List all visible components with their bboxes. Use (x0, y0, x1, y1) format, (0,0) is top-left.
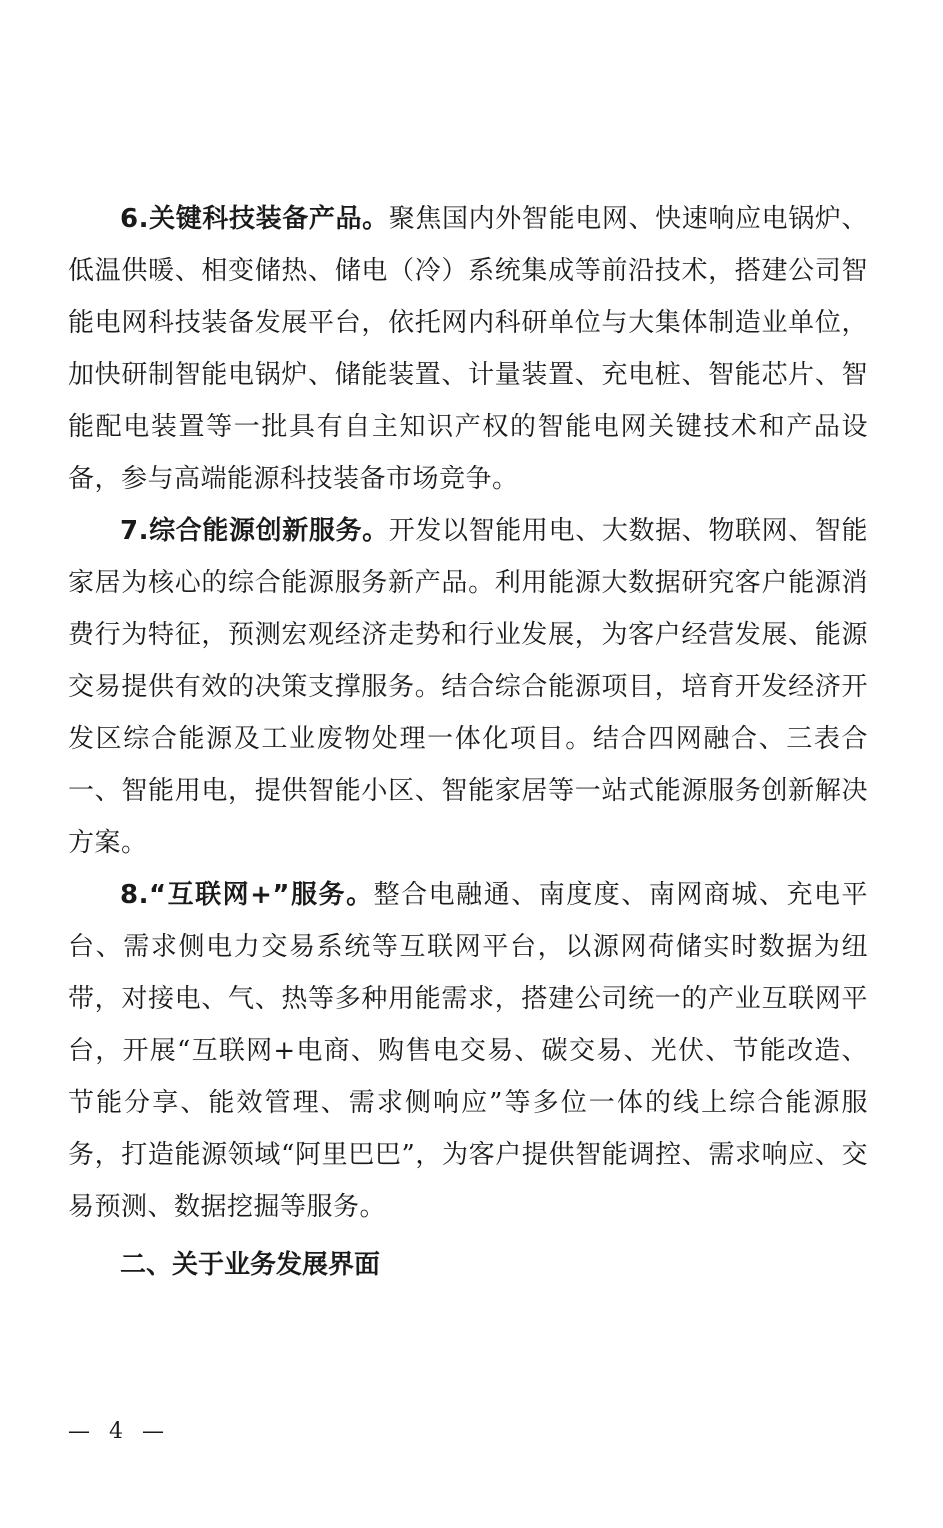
paragraph-lead: 6.关键科技装备产品。 (120, 204, 389, 234)
document-body (68, 193, 868, 1291)
paragraph-text: 整合电融通、南度度、南网商城、充电平台、需求侧电力交易系统等互联网平台，以源网荷储实时数据为纽带，对接电、气、热等多种用能需求，搭建公司统一的产业互联网平台，开展“互联网+电商、购售电交易、碳交易、光伏、节能改造、节能分享、能效管理、需求侧响应”等多位一体的线上综合能源服务，打造能源领域“阿里巴巴”，为客户提供智能调控、需求响应、交易预测、数据挖掘等服务。 (68, 880, 868, 1222)
paragraph-text: 开发以智能用电、大数据、物联网、智能家居为核心的综合能源服务新产品。利用能源大数据研究客户能源消费行为特征，预测宏观经济走势和行业发展，为客户经营发展、能源交易提供有效的决策支撑服务。结合综合能源项目，培育开发经济开发区综合能源及工业废物处理一体化项目。结合四网融合、三表合一、智能用电，提供智能小区、智能家居等一站式能源服务创新解决方案。 (68, 516, 868, 858)
paragraph-lead: 8.“互联网+”服务。 (120, 880, 374, 910)
paragraph-text: 聚焦国内外智能电网、快速响应电锅炉、低温供暖、相变储热、储电（冷）系统集成等前沿技术，搭建公司智能电网科技装备发展平台，依托网内科研单位与大集体制造业单位，加快研制智能电锅炉、储能装置、计量装置、充电桩、智能芯片、智能配电装置等一批具有自主知识产权的智能电网关键技术和产品设备，参与高端能源科技装备市场竞争。 (68, 204, 868, 494)
section-heading: 二、关于业务发展界面 (120, 1250, 381, 1280)
page-number: — 4 — (68, 1419, 170, 1444)
paragraph-integrated-energy (68, 505, 868, 869)
paragraph-key-equipment (68, 193, 868, 505)
paragraph-internet-plus (68, 869, 868, 1233)
paragraph-lead: 7.综合能源创新服务。 (120, 516, 389, 546)
